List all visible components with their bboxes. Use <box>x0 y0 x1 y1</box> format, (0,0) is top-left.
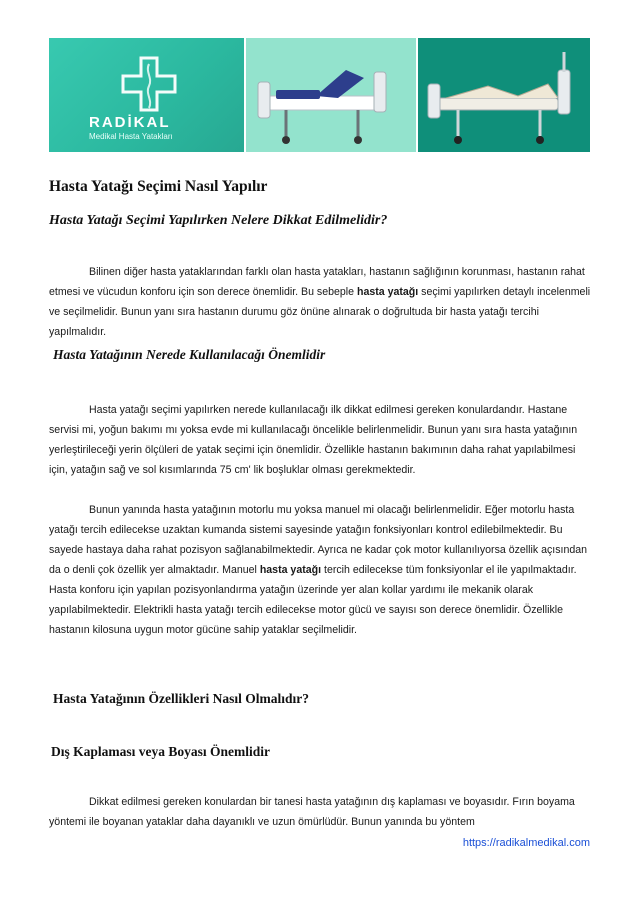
paragraph-text: Hasta yatağı seçimi yapılırken nerede kullanılacağı ilk dikkat edilmesi gereken konulardandır. Hastane servisi mi, yoğun bakımı mı yoksa evde mi kullanılacağı öncelikle belirlenmelidir. Bunun yanı sıra hasta yatağının yerleştirileceği yerin ölçüleri de yatak seçimi için önemlidir. Özellikle hastanın bakımının daha rahat yapılabilmesi için, yatağın sağ ve sol kısımlarında 75 cm' lik boşluklar olması gerekmektedir. <box>49 404 578 476</box>
medical-cross-icon <box>119 54 179 114</box>
hospital-bed-icon <box>246 38 416 152</box>
section-heading-coating: Dış Kaplaması veya Boyası Önemlidir <box>51 744 271 759</box>
bold-keyword: hasta yatağı <box>356 286 419 298</box>
brand-panel <box>49 38 244 152</box>
paragraph-text: tercih edilecekse tüm fonksiyonlar el ile yapılmaktadır. Hasta konforu için yapılan pozisyonlandırma yatağın üzerinde yer alan kollar yardımı ile mekanik olarak yapılabilmektedir. Elektrikli hasta yatağı tercih edilecekse motor gücü ve sayısı son derece önemlidir. Özellikle hastanın kilosuna uygun motor gücüne sahip yataklar seçilmelidir. <box>49 564 577 636</box>
paragraph-text: Bunun yanında hasta yatağının motorlu mu yoksa manuel mi olacağı belirlenmelidir. Eğer motorlu hasta yatağı tercih edilecekse uzaktan kumanda sistemi sayesinde yatağın fonksiyonları kontrol edilebilmektedir. Bu sayede hastaya daha rahat pozisyon sağlanabilmektedir. Ayrıca ne kadar çok motor kullanılıyorsa özellik açısından da o denli çok özellik yer almaktadır. Manuel <box>49 504 588 576</box>
paragraph-text: Dikkat edilmesi gereken konulardan bir tanesi hasta yatağının dış kaplaması ve boyasıdır. Fırın boyama yöntemi ile boyanan yataklar daha dayanıklı ve uzun ömürlüdür. Bunun yanında bu yöntem <box>49 796 575 828</box>
hospital-bed-icon <box>418 38 590 152</box>
paragraph-usage <box>49 400 591 480</box>
bed-image-panel-1 <box>244 38 416 152</box>
section-heading-features: Hasta Yatağının Özellikleri Nasıl Olmalıdır? <box>53 691 309 706</box>
paragraph-motor <box>49 500 591 640</box>
brand-tagline: Medikal Hasta Yatakları <box>89 132 173 141</box>
page-title: Hasta Yatağı Seçimi Nasıl Yapılır <box>49 178 268 195</box>
bed-image-panel-2 <box>416 38 590 152</box>
bold-keyword: hasta yatağı <box>259 564 322 576</box>
paragraph-text: Bilinen diğer hasta yataklarından farklı olan hasta yatakları, hastanın sağlığının korunması, hastanın rahat etmesi ve vücudun konforu için son derece önemlidir. Bu sebeple <box>49 266 585 298</box>
website-link[interactable]: https://radikalmedikal.com <box>462 837 590 849</box>
paragraph-intro <box>49 262 591 342</box>
page-subtitle: Hasta Yatağı Seçimi Yapılırken Nelere Dikkat Edilmelidir? <box>49 213 388 228</box>
paragraph-coating <box>49 792 591 832</box>
paragraph-text: seçimi yapılırken detaylı incelenmeli ve seçilmelidir. Bunun yanı sıra hastanın durumu göz önüne alınarak o doğrultuda bir hasta yatağı tercihi yapılmalıdır. <box>49 286 591 338</box>
brand-name: RADİKAL <box>89 114 171 131</box>
section-heading-usage: Hasta Yatağının Nerede Kullanılacağı Önemlidir <box>53 347 326 362</box>
header-banner <box>49 38 590 152</box>
